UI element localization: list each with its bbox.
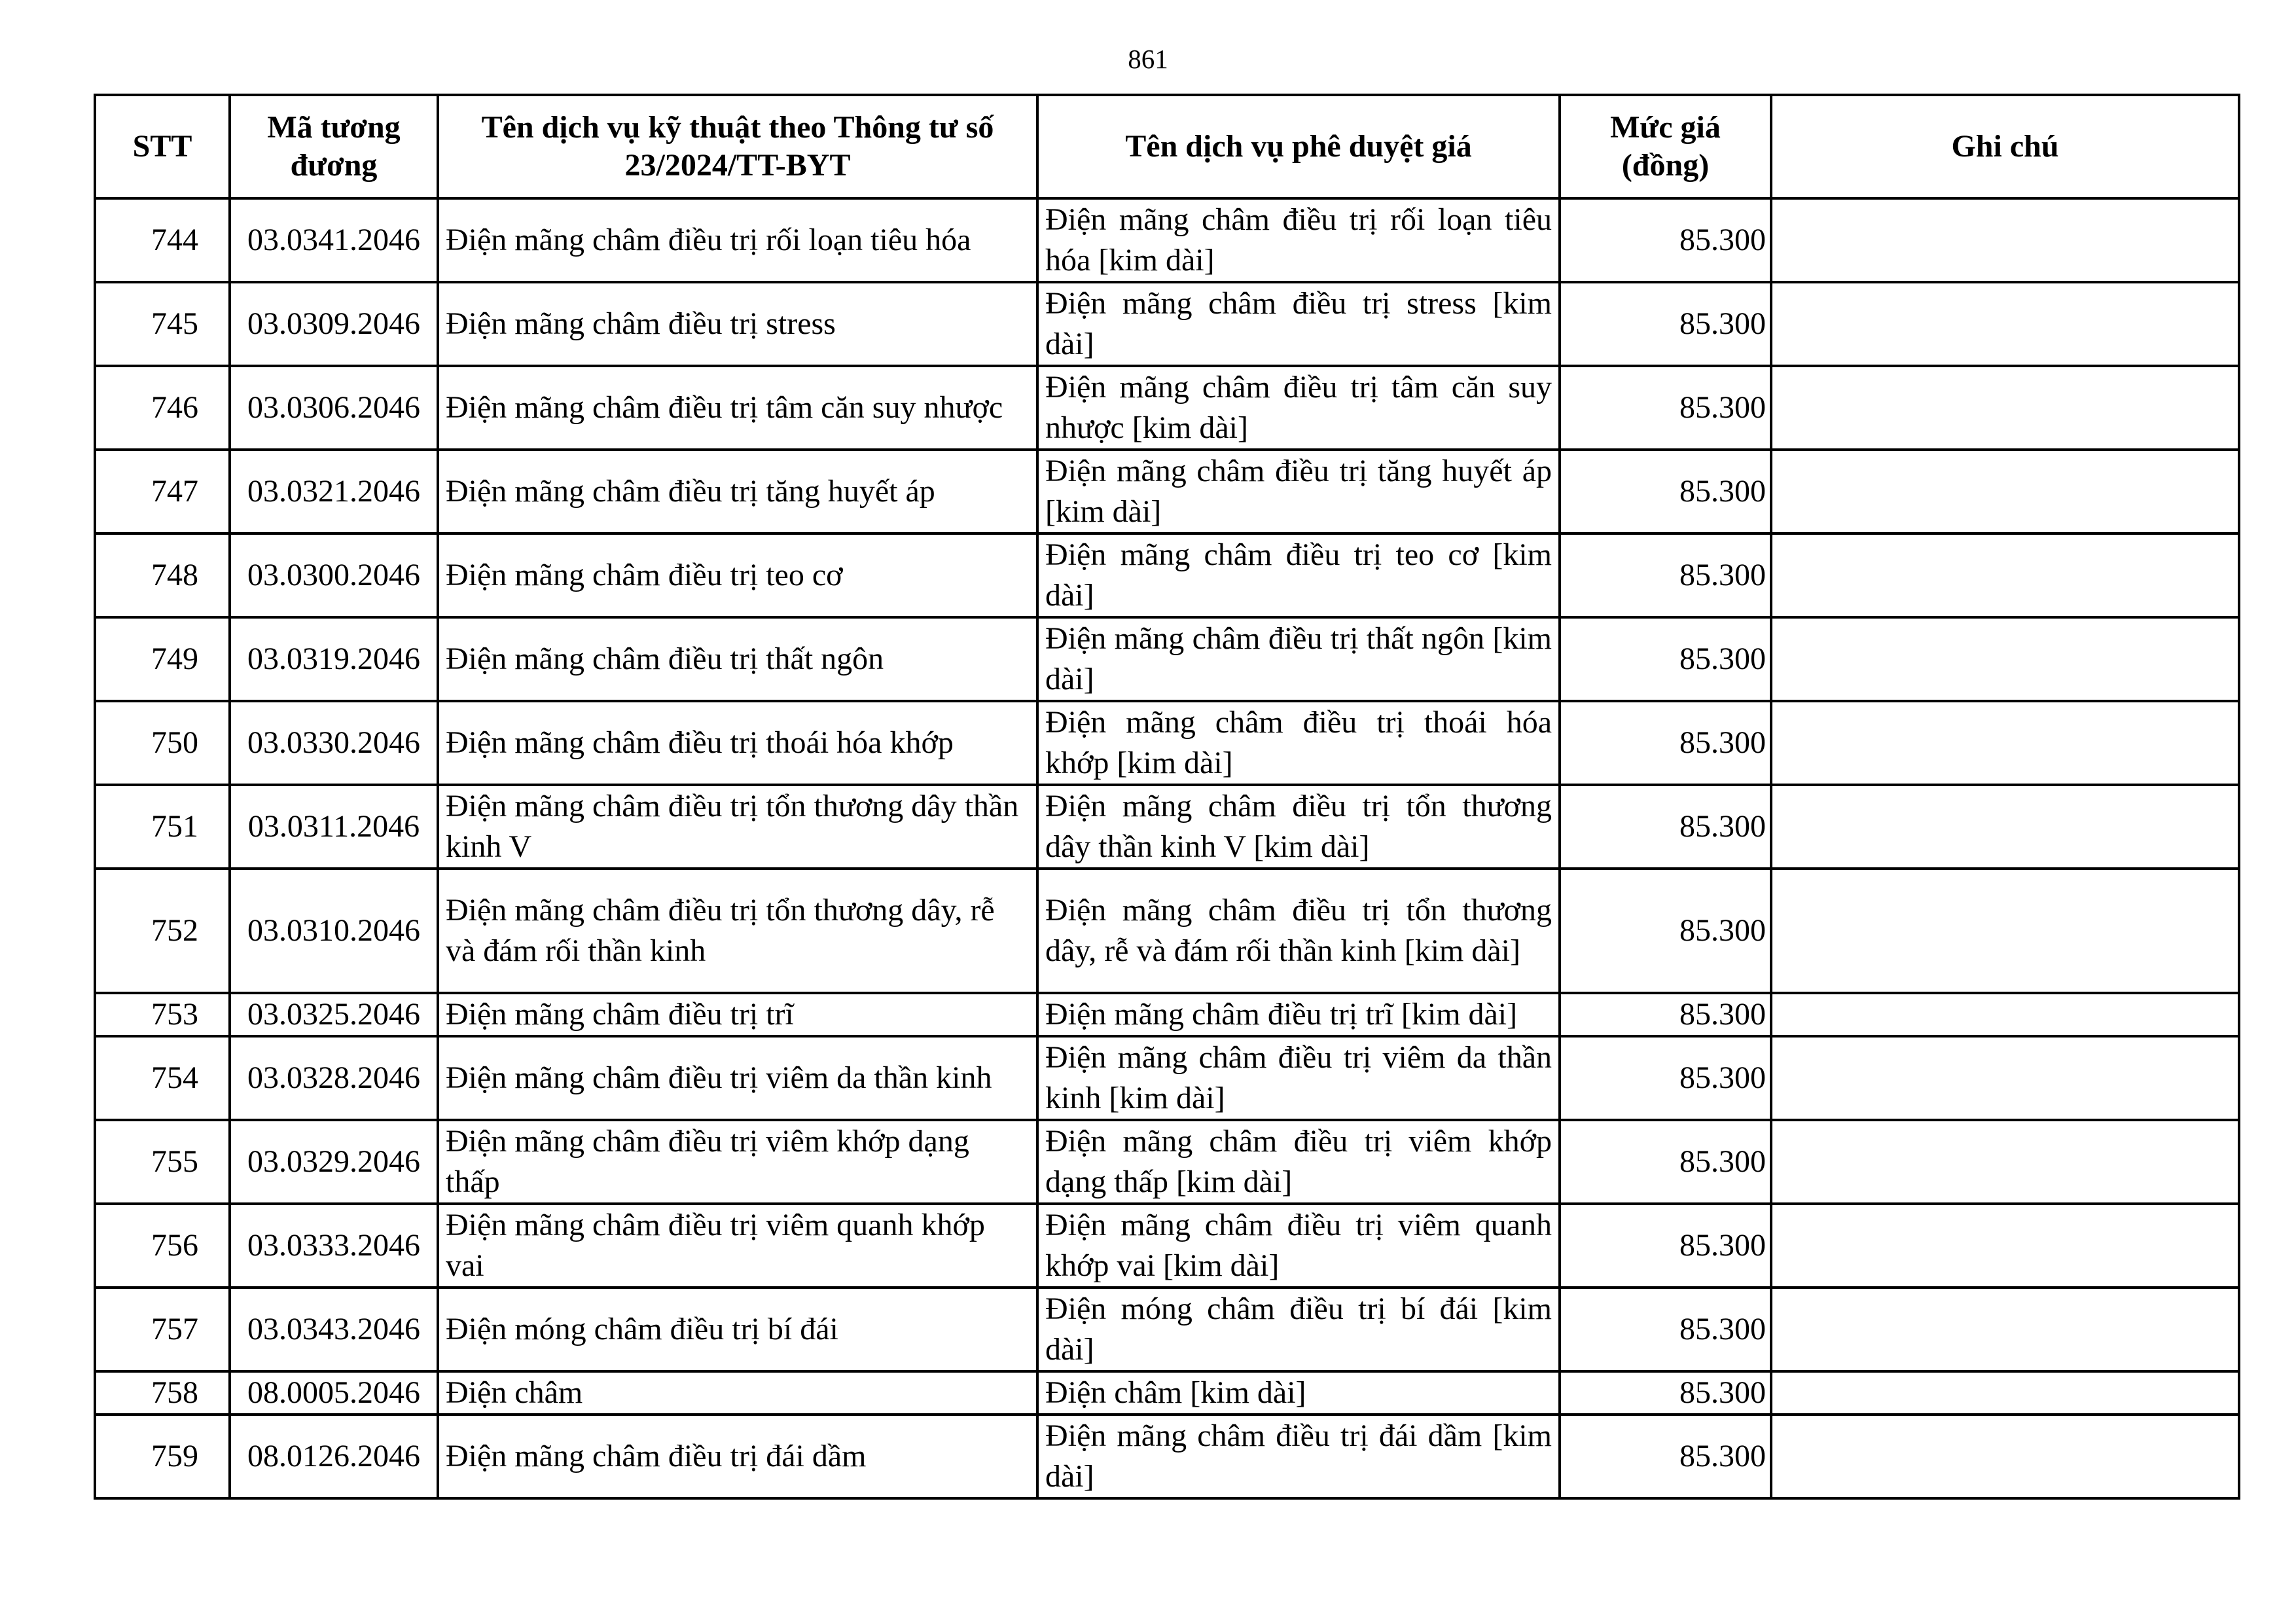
cell-approved-name: Điện mãng châm điều trị tổn thương dây, rễ và đám rối thần kinh [kim dài] — [1037, 869, 1560, 993]
cell-stt: 749 — [95, 617, 230, 701]
cell-tech-name: Điện mãng châm điều trị thất ngôn — [438, 617, 1037, 701]
cell-stt: 755 — [95, 1120, 230, 1204]
cell-approved-name: Điện châm [kim dài] — [1037, 1371, 1560, 1415]
cell-approved-name: Điện mãng châm điều trị thoái hóa khớp [kim dài] — [1037, 701, 1560, 785]
page-number: 861 — [1128, 44, 1168, 74]
table-row — [95, 1036, 2239, 1120]
cell-stt: 759 — [95, 1415, 230, 1498]
cell-approved-name: Điện mãng châm điều trị viêm da thần kinh [kim dài] — [1037, 1036, 1560, 1120]
cell-code: 03.0310.2046 — [230, 869, 438, 993]
table-row — [95, 450, 2239, 533]
cell-tech-name: Điện mãng châm điều trị tổn thương dây, rễ và đám rối thần kinh — [438, 869, 1037, 993]
cell-note — [1771, 785, 2239, 869]
cell-price: 85.300 — [1560, 701, 1771, 785]
table-row — [95, 1415, 2239, 1498]
cell-code: 08.0126.2046 — [230, 1415, 438, 1498]
cell-stt: 753 — [95, 993, 230, 1036]
cell-price: 85.300 — [1560, 533, 1771, 617]
cell-code: 03.0306.2046 — [230, 366, 438, 450]
cell-note — [1771, 1120, 2239, 1204]
cell-approved-name: Điện mãng châm điều trị thất ngôn [kim dài] — [1037, 617, 1560, 701]
cell-tech-name: Điện mãng châm điều trị tăng huyết áp — [438, 450, 1037, 533]
cell-price: 85.300 — [1560, 1415, 1771, 1498]
table-header-row — [95, 95, 2239, 198]
cell-stt: 756 — [95, 1204, 230, 1288]
cell-note — [1771, 617, 2239, 701]
cell-code: 03.0300.2046 — [230, 533, 438, 617]
header-stt: STT — [95, 95, 230, 198]
cell-code: 03.0333.2046 — [230, 1204, 438, 1288]
cell-approved-name: Điện mãng châm điều trị tăng huyết áp [kim dài] — [1037, 450, 1560, 533]
cell-stt: 750 — [95, 701, 230, 785]
cell-tech-name: Điện mãng châm điều trị viêm quanh khớp vai — [438, 1204, 1037, 1288]
cell-tech-name: Điện mãng châm điều trị viêm da thần kinh — [438, 1036, 1037, 1120]
table-row — [95, 1371, 2239, 1415]
cell-code: 03.0343.2046 — [230, 1288, 438, 1371]
cell-price: 85.300 — [1560, 1036, 1771, 1120]
cell-stt: 746 — [95, 366, 230, 450]
table-body — [95, 198, 2239, 1498]
cell-note — [1771, 1204, 2239, 1288]
cell-code: 03.0321.2046 — [230, 450, 438, 533]
cell-approved-name: Điện mãng châm điều trị teo cơ [kim dài] — [1037, 533, 1560, 617]
header-code: Mã tương đương — [230, 95, 438, 198]
cell-note — [1771, 282, 2239, 366]
table-row — [95, 366, 2239, 450]
cell-price: 85.300 — [1560, 869, 1771, 993]
cell-code: 03.0311.2046 — [230, 785, 438, 869]
cell-tech-name: Điện mãng châm điều trị rối loạn tiêu hóa — [438, 198, 1037, 282]
table-row — [95, 993, 2239, 1036]
cell-note — [1771, 701, 2239, 785]
cell-price: 85.300 — [1560, 366, 1771, 450]
table-row — [95, 1120, 2239, 1204]
header-note: Ghi chú — [1771, 95, 2239, 198]
cell-tech-name: Điện châm — [438, 1371, 1037, 1415]
cell-price: 85.300 — [1560, 785, 1771, 869]
cell-note — [1771, 1036, 2239, 1120]
cell-price: 85.300 — [1560, 1371, 1771, 1415]
cell-code: 03.0325.2046 — [230, 993, 438, 1036]
cell-price: 85.300 — [1560, 993, 1771, 1036]
cell-note — [1771, 1288, 2239, 1371]
cell-note — [1771, 450, 2239, 533]
cell-approved-name: Điện mãng châm điều trị trĩ [kim dài] — [1037, 993, 1560, 1036]
cell-tech-name: Điện mãng châm điều trị trĩ — [438, 993, 1037, 1036]
table-row — [95, 282, 2239, 366]
cell-approved-name: Điện mãng châm điều trị viêm quanh khớp vai [kim dài] — [1037, 1204, 1560, 1288]
table-row — [95, 869, 2239, 993]
cell-stt: 745 — [95, 282, 230, 366]
table-row — [95, 533, 2239, 617]
cell-stt: 748 — [95, 533, 230, 617]
cell-tech-name: Điện mãng châm điều trị viêm khớp dạng thấp — [438, 1120, 1037, 1204]
cell-tech-name: Điện mãng châm điều trị stress — [438, 282, 1037, 366]
table-row — [95, 198, 2239, 282]
cell-price: 85.300 — [1560, 198, 1771, 282]
table-row — [95, 617, 2239, 701]
header-price: Mức giá (đồng) — [1560, 95, 1771, 198]
cell-tech-name: Điện mãng châm điều trị tổn thương dây thần kinh V — [438, 785, 1037, 869]
cell-stt: 758 — [95, 1371, 230, 1415]
cell-stt: 747 — [95, 450, 230, 533]
cell-code: 03.0330.2046 — [230, 701, 438, 785]
cell-stt: 757 — [95, 1288, 230, 1371]
header-tech-name: Tên dịch vụ kỹ thuật theo Thông tư số 23/2024/TT-BYT — [438, 95, 1037, 198]
cell-approved-name: Điện mãng châm điều trị rối loạn tiêu hóa [kim dài] — [1037, 198, 1560, 282]
cell-note — [1771, 993, 2239, 1036]
cell-tech-name: Điện mãng châm điều trị đái dầm — [438, 1415, 1037, 1498]
cell-price: 85.300 — [1560, 1120, 1771, 1204]
cell-price: 85.300 — [1560, 1288, 1771, 1371]
cell-note — [1771, 1371, 2239, 1415]
cell-approved-name: Điện mãng châm điều trị đái dầm [kim dài] — [1037, 1415, 1560, 1498]
cell-note — [1771, 533, 2239, 617]
cell-tech-name: Điện mãng châm điều trị thoái hóa khớp — [438, 701, 1037, 785]
cell-price: 85.300 — [1560, 1204, 1771, 1288]
cell-approved-name: Điện mãng châm điều trị tổn thương dây thần kinh V [kim dài] — [1037, 785, 1560, 869]
cell-approved-name: Điện mãng châm điều trị tâm căn suy nhược [kim dài] — [1037, 366, 1560, 450]
cell-approved-name: Điện mãng châm điều trị stress [kim dài] — [1037, 282, 1560, 366]
cell-note — [1771, 1415, 2239, 1498]
cell-stt: 752 — [95, 869, 230, 993]
cell-price: 85.300 — [1560, 617, 1771, 701]
cell-approved-name: Điện mãng châm điều trị viêm khớp dạng thấp [kim dài] — [1037, 1120, 1560, 1204]
cell-tech-name: Điện móng châm điều trị bí đái — [438, 1288, 1037, 1371]
table-row — [95, 785, 2239, 869]
cell-code: 03.0329.2046 — [230, 1120, 438, 1204]
cell-price: 85.300 — [1560, 282, 1771, 366]
cell-tech-name: Điện mãng châm điều trị tâm căn suy nhược — [438, 366, 1037, 450]
cell-code: 03.0341.2046 — [230, 198, 438, 282]
cell-code: 03.0328.2046 — [230, 1036, 438, 1120]
header-approved-name: Tên dịch vụ phê duyệt giá — [1037, 95, 1560, 198]
cell-code: 08.0005.2046 — [230, 1371, 438, 1415]
cell-tech-name: Điện mãng châm điều trị teo cơ — [438, 533, 1037, 617]
cell-note — [1771, 366, 2239, 450]
cell-stt: 751 — [95, 785, 230, 869]
table-row — [95, 701, 2239, 785]
cell-code: 03.0309.2046 — [230, 282, 438, 366]
cell-note — [1771, 198, 2239, 282]
price-table — [94, 94, 2240, 1500]
cell-code: 03.0319.2046 — [230, 617, 438, 701]
cell-note — [1771, 869, 2239, 993]
table-row — [95, 1204, 2239, 1288]
cell-stt: 754 — [95, 1036, 230, 1120]
cell-price: 85.300 — [1560, 450, 1771, 533]
table-row — [95, 1288, 2239, 1371]
cell-approved-name: Điện móng châm điều trị bí đái [kim dài] — [1037, 1288, 1560, 1371]
cell-stt: 744 — [95, 198, 230, 282]
